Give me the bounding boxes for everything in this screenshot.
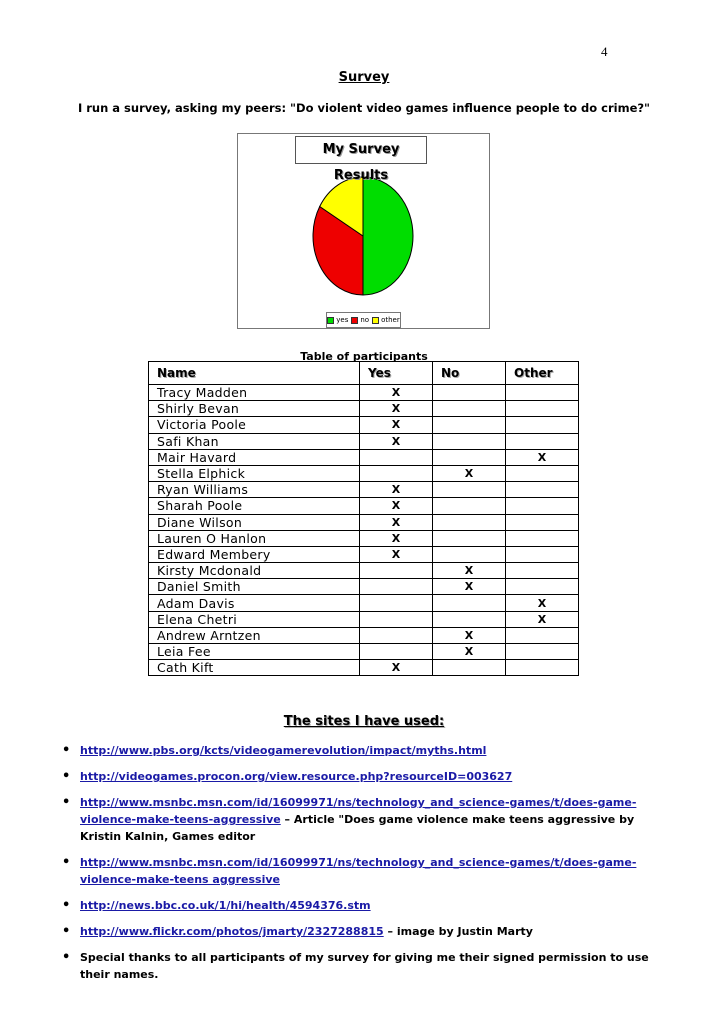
table-header-row [149, 362, 579, 385]
bullet-icon: • [62, 795, 71, 810]
table-row [149, 433, 579, 449]
no-cell: X [433, 563, 506, 579]
other-cell [506, 401, 579, 417]
legend-entry-yes [327, 316, 348, 324]
participant-name: Tracy Madden [149, 385, 360, 401]
legend-label-other: other [381, 316, 400, 324]
site-link[interactable]: http://www.msnbc.msn.com/id/16099971/ns/technology_and_science-games/t/does-game-violence-make-teens-aggressive [80, 796, 637, 826]
no-cell [433, 595, 506, 611]
no-cell [433, 611, 506, 627]
table-row [149, 465, 579, 481]
no-cell [433, 530, 506, 546]
other-cell: X [506, 611, 579, 627]
legend-swatch-yes [327, 317, 334, 324]
list-item [62, 768, 672, 785]
site-note: – Article "Does game violence make teens aggressive by Kristin Kalnin, Games editor [80, 813, 635, 843]
legend-entry-other [372, 316, 400, 324]
other-cell [506, 385, 579, 401]
table-body [149, 385, 579, 676]
other-cell [506, 660, 579, 676]
site-note: Special thanks to all participants of my survey for giving me their signed permission to use their names. [80, 951, 649, 981]
other-cell [506, 563, 579, 579]
participant-name: Ryan Williams [149, 482, 360, 498]
table-row [149, 449, 579, 465]
table-row [149, 563, 579, 579]
other-cell [506, 417, 579, 433]
yes-cell [360, 595, 433, 611]
yes-cell [360, 465, 433, 481]
legend-swatch-other [372, 317, 379, 324]
page-number: 4 [601, 44, 608, 59]
table-row [149, 385, 579, 401]
no-cell [433, 482, 506, 498]
no-cell [433, 385, 506, 401]
participant-name: Diane Wilson [149, 514, 360, 530]
header-yes: Yes [360, 362, 433, 385]
yes-cell: X [360, 433, 433, 449]
yes-cell [360, 579, 433, 595]
other-cell [506, 433, 579, 449]
other-cell: X [506, 595, 579, 611]
pie-slice-yes [363, 177, 413, 295]
table-title: Table of participants [300, 350, 428, 363]
legend-label-yes: yes [336, 316, 349, 324]
yes-cell [360, 644, 433, 660]
list-item [62, 897, 672, 914]
other-cell: X [506, 449, 579, 465]
other-cell [506, 579, 579, 595]
bullet-icon: • [62, 950, 71, 965]
participant-name: Edward Membery [149, 546, 360, 562]
bullet-icon: • [62, 898, 71, 913]
yes-cell [360, 611, 433, 627]
no-cell [433, 514, 506, 530]
survey-intro: I run a survey, asking my peers: "Do violent video games influence people to do crime?" [77, 101, 651, 115]
yes-cell [360, 627, 433, 643]
other-cell [506, 530, 579, 546]
yes-cell: X [360, 498, 433, 514]
no-cell [433, 417, 506, 433]
sites-list [62, 742, 672, 992]
header-name: Name [149, 362, 360, 385]
participant-name: Adam Davis [149, 595, 360, 611]
no-cell [433, 498, 506, 514]
site-link[interactable]: http://videogames.procon.org/view.resource.php?resourceID=003627 [80, 770, 513, 783]
legend-entry-no [351, 316, 369, 324]
participant-name: Sharah Poole [149, 498, 360, 514]
legend-swatch-no [351, 317, 358, 324]
list-item [62, 949, 672, 983]
site-link[interactable]: http://www.msnbc.msn.com/id/16099971/ns/technology_and_science-games/t/does-game-violence-make-teens aggressive [80, 856, 637, 886]
table-row [149, 627, 579, 643]
other-cell [506, 644, 579, 660]
chart-legend [326, 312, 401, 328]
bullet-icon: • [62, 769, 71, 784]
no-cell [433, 449, 506, 465]
list-item [62, 854, 672, 888]
bullet-icon: • [62, 924, 71, 939]
table-row [149, 579, 579, 595]
no-cell [433, 660, 506, 676]
header-no: No [433, 362, 506, 385]
yes-cell: X [360, 385, 433, 401]
sites-heading: The sites I have used: [283, 714, 445, 729]
other-cell [506, 514, 579, 530]
participant-name: Stella Elphick [149, 465, 360, 481]
yes-cell: X [360, 401, 433, 417]
table-row [149, 498, 579, 514]
no-cell [433, 433, 506, 449]
other-cell [506, 546, 579, 562]
table-row [149, 514, 579, 530]
no-cell [433, 401, 506, 417]
other-cell [506, 498, 579, 514]
yes-cell: X [360, 660, 433, 676]
survey-heading: Survey [338, 70, 390, 85]
yes-cell: X [360, 514, 433, 530]
participant-name: Daniel Smith [149, 579, 360, 595]
yes-cell: X [360, 417, 433, 433]
participant-name: Safi Khan [149, 433, 360, 449]
table-row [149, 401, 579, 417]
table-row [149, 644, 579, 660]
table-row [149, 417, 579, 433]
yes-cell [360, 563, 433, 579]
participant-name: Elena Chetri [149, 611, 360, 627]
participant-name: Shirly Bevan [149, 401, 360, 417]
list-item [62, 923, 672, 940]
list-item [62, 742, 672, 759]
no-cell [433, 546, 506, 562]
participant-name: Cath Kift [149, 660, 360, 676]
no-cell: X [433, 627, 506, 643]
participant-name: Mair Havard [149, 449, 360, 465]
yes-cell: X [360, 530, 433, 546]
no-cell: X [433, 644, 506, 660]
table-row [149, 546, 579, 562]
no-cell: X [433, 579, 506, 595]
table-row [149, 611, 579, 627]
table-row [149, 482, 579, 498]
table-row [149, 595, 579, 611]
header-other: Other [506, 362, 579, 385]
participant-name: Andrew Arntzen [149, 627, 360, 643]
participant-name: Leia Fee [149, 644, 360, 660]
legend-label-no: no [360, 316, 370, 324]
list-item [62, 794, 672, 845]
no-cell: X [433, 465, 506, 481]
table-row [149, 530, 579, 546]
other-cell [506, 627, 579, 643]
participant-name: Kirsty Mcdonald [149, 563, 360, 579]
other-cell [506, 465, 579, 481]
participants-table [148, 361, 579, 676]
site-link[interactable]: http://news.bbc.co.uk/1/hi/health/4594376.stm [80, 899, 371, 912]
yes-cell: X [360, 482, 433, 498]
chart-title: My Survey Results [295, 136, 427, 164]
site-link[interactable]: http://www.flickr.com/photos/jmarty/2327288815 [80, 925, 384, 938]
yes-cell [360, 449, 433, 465]
bullet-icon: • [62, 743, 71, 758]
site-note: – image by Justin Marty [383, 925, 533, 938]
participant-name: Victoria Poole [149, 417, 360, 433]
site-link[interactable]: http://www.pbs.org/kcts/videogamerevolution/impact/myths.html [80, 744, 487, 757]
other-cell [506, 482, 579, 498]
table-row [149, 660, 579, 676]
bullet-icon: • [62, 855, 71, 870]
participant-name: Lauren O Hanlon [149, 530, 360, 546]
yes-cell: X [360, 546, 433, 562]
